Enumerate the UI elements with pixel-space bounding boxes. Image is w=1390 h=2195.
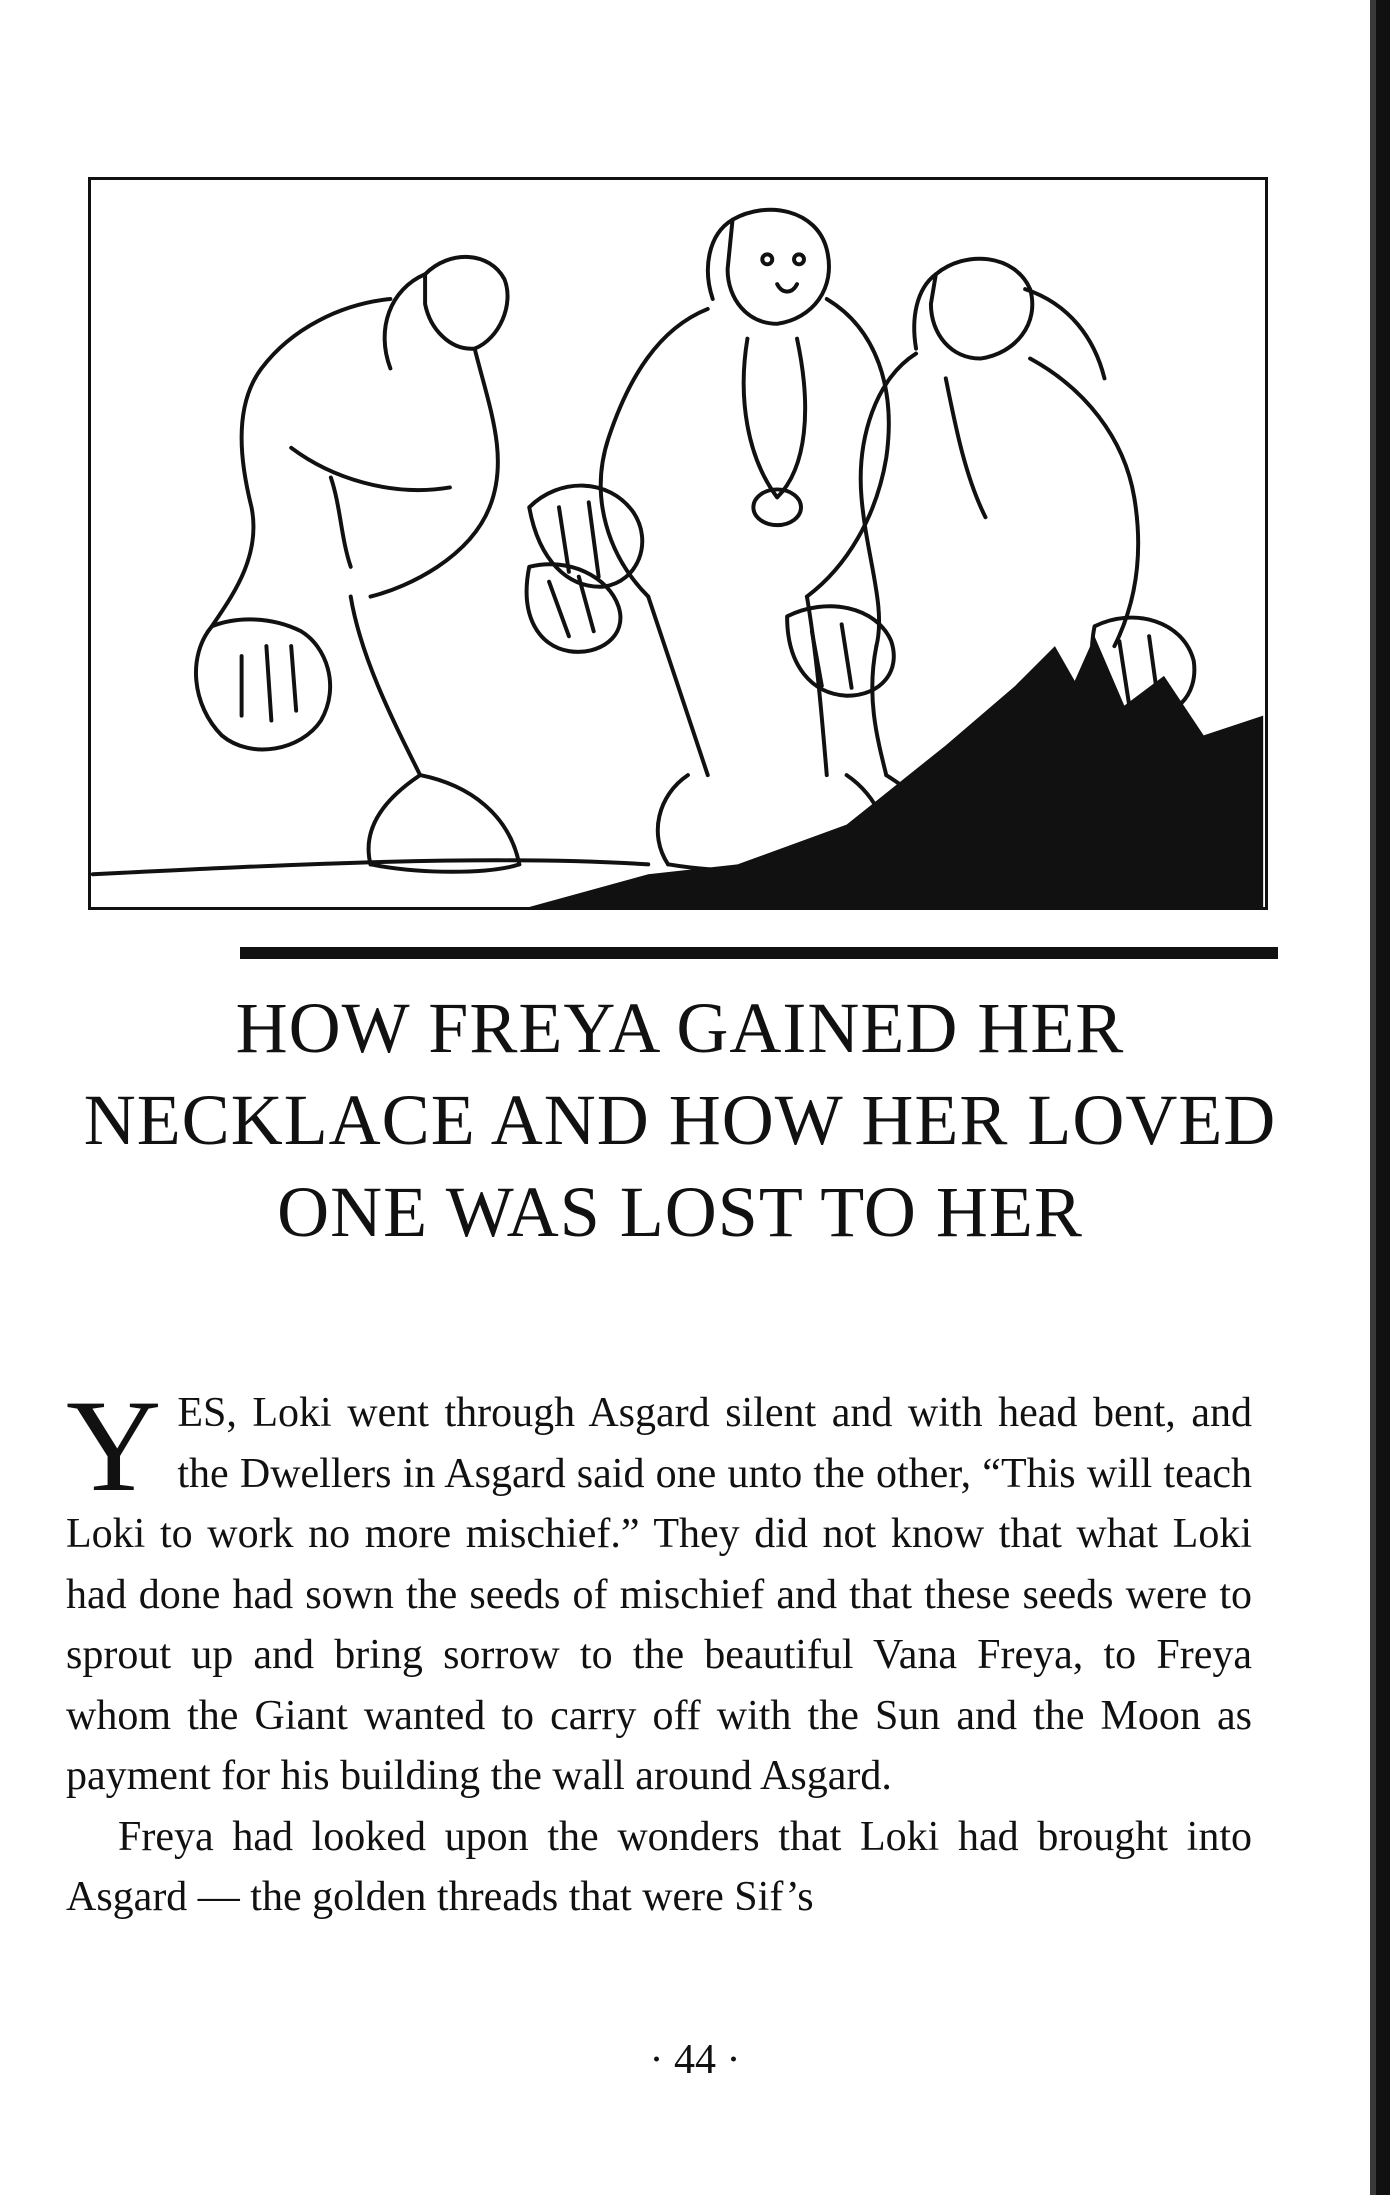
- chapter-title-line-2: NECKLACE AND HOW HER LOVED: [83, 1080, 1277, 1160]
- dwarfs-drawing: [91, 180, 1265, 907]
- page-edge: [1376, 0, 1390, 2195]
- paragraph-1-text: ES, Loki went through Asgard silent and with head bent, and the Dwellers in Asgard said one unto the other, “This will teach Loki to work no more mischief.” They did not know that what Loki had done had sown the seeds of mischief and that these seeds were to sprout up and bring sorrow to the beautiful Vana Freya, to Freya whom the Giant wanted to carry off with the Sun and the Moon as payment for his building the wall around Asgard.: [66, 1390, 1252, 1799]
- paragraph-1: [66, 1372, 1252, 1807]
- chapter-title: [40, 982, 1320, 1258]
- chapter-title-line-1: HOW FREYA GAINED HER: [235, 988, 1125, 1068]
- paragraph-2: Freya had looked upon the wonders that Loki had brought into Asgard — the golden threads that were Sif’s: [66, 1813, 1252, 1920]
- title-rule: [240, 947, 1278, 959]
- chapter-title-line-3: ONE WAS LOST TO HER: [277, 1172, 1083, 1252]
- chapter-illustration: [88, 177, 1268, 910]
- body-text: [66, 1372, 1252, 1928]
- drop-cap: Y: [66, 1372, 162, 1519]
- page-number: · 44 ·: [649, 2037, 741, 2083]
